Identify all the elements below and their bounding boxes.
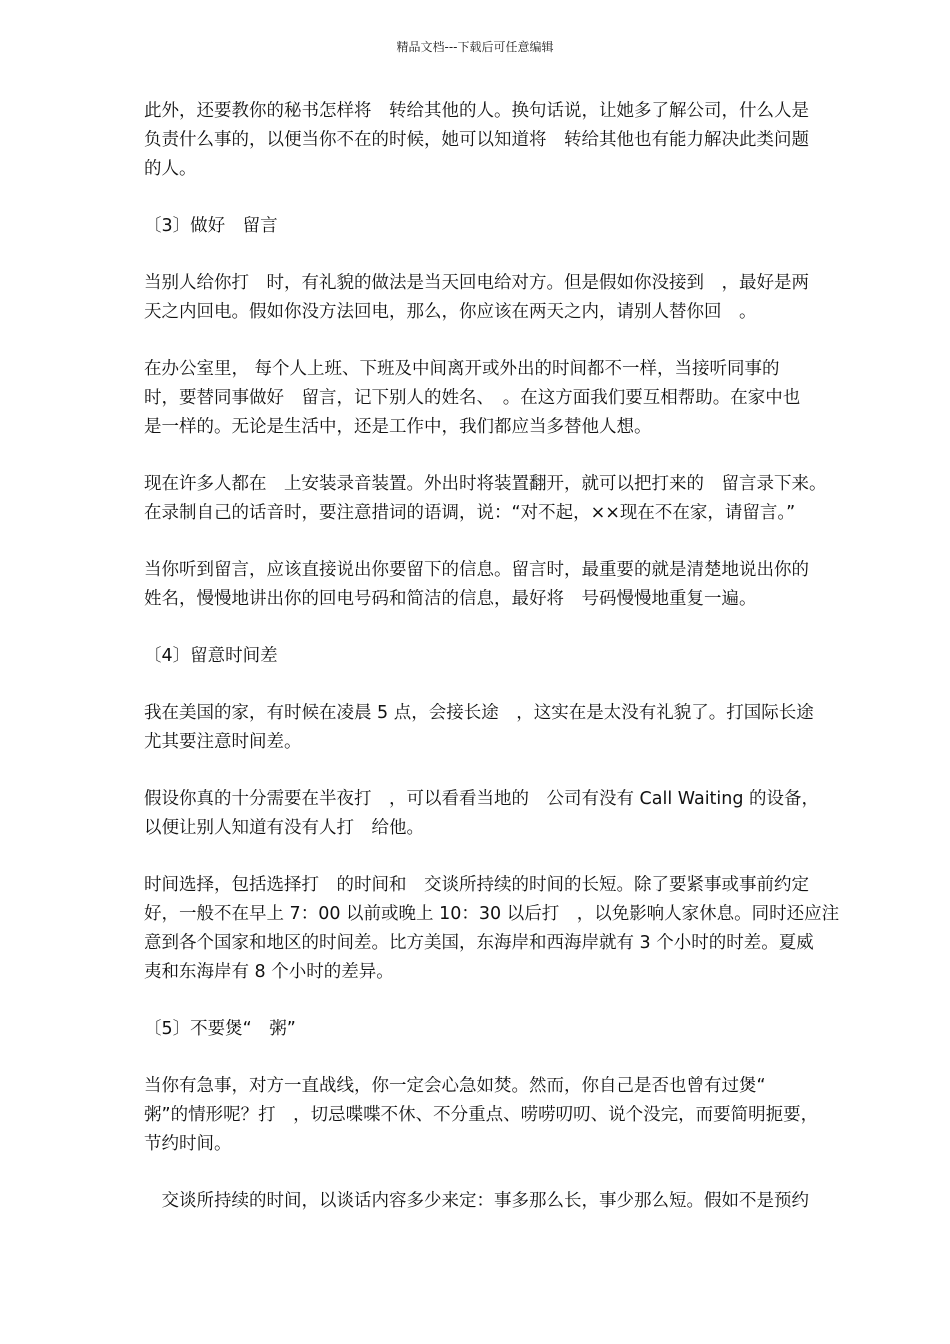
paragraph	[144, 1015, 894, 1044]
text-line: 以便让别人知道有没有人打 给他。	[144, 818, 424, 838]
text-line: 我在美国的家，有时候在凌晨 5 点，会接长途 ，这实在是太没有礼貌了。打国际长途	[144, 703, 814, 723]
text-line: 天之内回电。假如你没方法回电，那么，你应该在两天之内，请别人替你回 。	[144, 302, 757, 322]
text-line: 现在许多人都在 上安装录音装置。外出时将装置翻开，就可以把打来的 留言录下来。	[144, 474, 827, 494]
text-line: 粥”的情形呢？打 ，切忌喋喋不休、不分重点、唠唠叨叨、说个没完，而要简明扼要，	[144, 1105, 819, 1125]
paragraph	[144, 470, 894, 528]
paragraph	[144, 1187, 894, 1216]
text-line: 姓名，慢慢地讲出你的回电号码和简洁的信息，最好将 号码慢慢地重复一遍。	[144, 589, 757, 609]
text-line: 节约时间。	[144, 1134, 232, 1154]
text-line: 在办公室里， 每个人上班、下班及中间离开或外出的时间都不一样，当接听同事的	[144, 359, 780, 379]
text-line: 当你有急事，对方一直战线，你一定会心急如焚。然而，你自己是否也曾有过煲“	[144, 1076, 766, 1096]
paragraph	[144, 1072, 894, 1159]
paragraph	[144, 97, 894, 184]
text-line: 交谈所持续的时间，以谈话内容多少来定：事多那么长，事少那么短。假如不是预约	[144, 1191, 809, 1211]
text-line: 的人。	[144, 159, 197, 179]
text-line: 此外，还要教你的秘书怎样将 转给其他的人。换句话说，让她多了解公司，什么人是	[144, 101, 809, 121]
text-line: 负责什么事的，以便当你不在的时候，她可以知道将 转给其他也有能力解决此类问题	[144, 130, 809, 150]
text-line: 假设你真的十分需要在半夜打 ，可以看看当地的 公司有没有 Call Waiting 的设备，	[144, 789, 820, 809]
text-line: 好，一般不在早上 7：00 以前或晚上 10：30 以后打 ，以免影响人家休息。同时还应注	[144, 904, 840, 924]
paragraph	[144, 269, 894, 327]
text-line: 时，要替同事做好 留言，记下别人的姓名、 。在这方面我们要互相帮助。在家中也	[144, 388, 801, 408]
text-line: 是一样的。无论是生活中，还是工作中，我们都应当多替他人想。	[144, 417, 652, 437]
text-line: 意到各个国家和地区的时间差。比方美国，东海岸和西海岸就有 3 个小时的时差。夏威	[144, 933, 814, 953]
document-body	[144, 97, 894, 1244]
text-line: 〔5〕不要煲“ 粥”	[144, 1019, 296, 1039]
paragraph	[144, 699, 894, 757]
text-line: 尤其要注意时间差。	[144, 732, 302, 752]
text-line: 当别人给你打 时，有礼貌的做法是当天回电给对方。但是假如你没接到 ，最好是两	[144, 273, 809, 293]
paragraph	[144, 871, 894, 987]
page-header: 精品文档---下载后可任意编辑	[396, 40, 554, 54]
paragraph	[144, 355, 894, 442]
paragraph	[144, 556, 894, 614]
text-line: 〔3〕做好 留言	[144, 216, 278, 236]
text-line: 当你听到留言，应该直接说出你要留下的信息。留言时，最重要的就是清楚地说出你的	[144, 560, 809, 580]
text-line: 在录制自己的话音时，要注意措词的语调，说：“对不起，××现在不在家，请留言。”	[144, 503, 796, 523]
text-line: 夷和东海岸有 8 个小时的差异。	[144, 962, 394, 982]
paragraph	[144, 212, 894, 241]
paragraph	[144, 785, 894, 843]
text-line: 时间选择，包括选择打 的时间和 交谈所持续的时间的长短。除了要紧事或事前约定	[144, 875, 809, 895]
paragraph	[144, 642, 894, 671]
text-line: 〔4〕留意时间差	[144, 646, 278, 666]
